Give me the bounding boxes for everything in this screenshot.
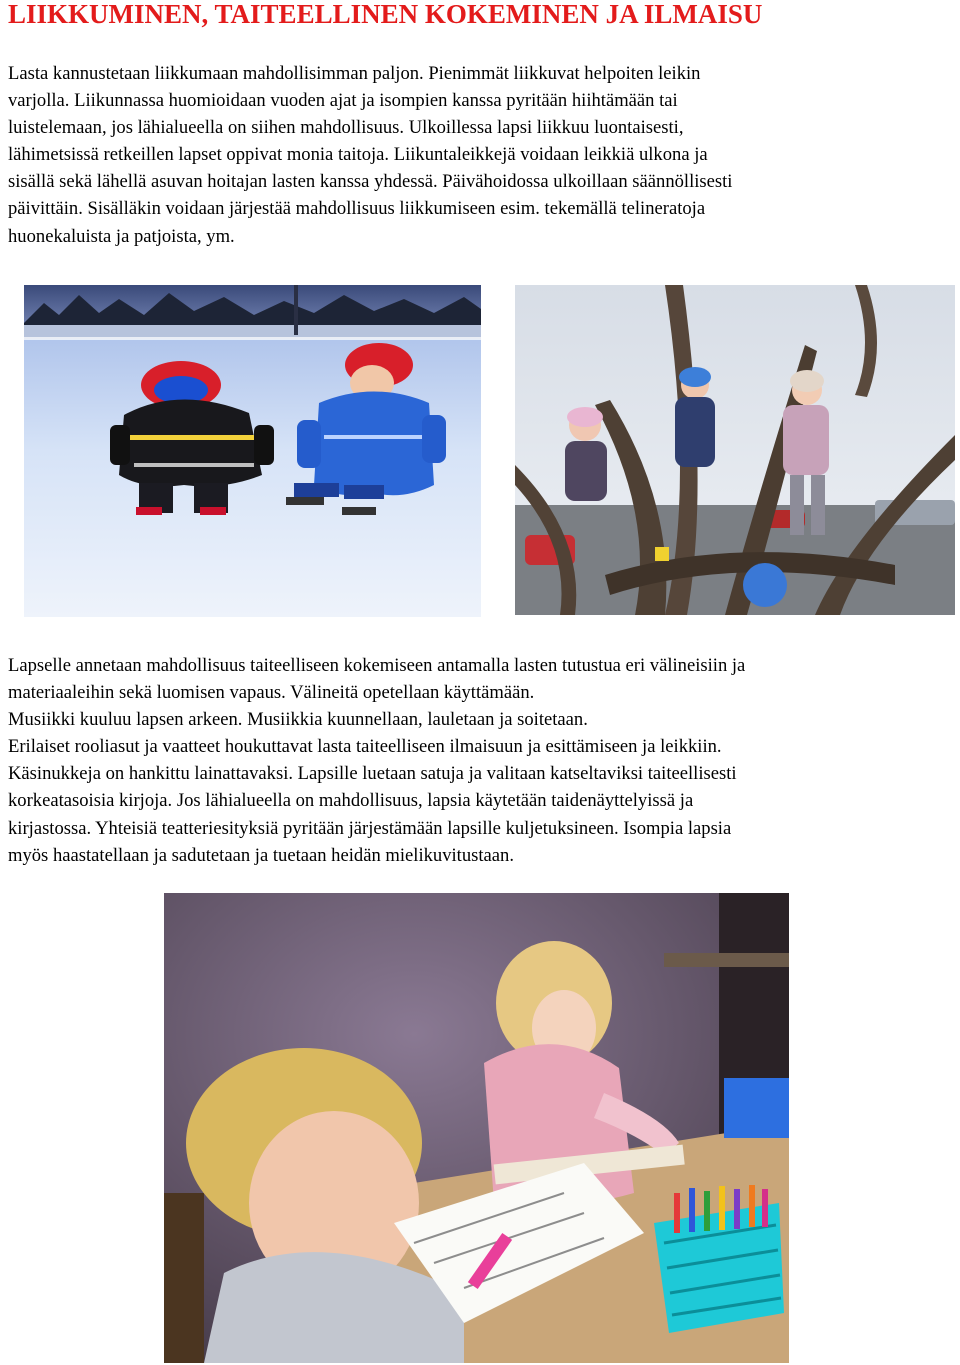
text-line: myös haastatellaan ja sadutetaan ja tuetaan heidän mielikuvitustaan. <box>8 844 514 866</box>
text-line: korkeatasoisia kirjoja. Jos lähialueella on mahdollisuus, lapsia käytetään taidenäyttelyissä ja <box>8 790 694 812</box>
text-line: luistelemaan, jos lähialueella on siihen mahdollisuus. Ulkoillessa lapsi liikkuu luontaisesti, <box>8 117 684 139</box>
text-line: kirjastossa. Yhteisiä teatteriesityksiä pyritään järjestämään lapsille kuljetuksineen. Isompia lapsia <box>8 817 732 839</box>
photo-children-skating <box>24 285 481 617</box>
text-line: Musiikki kuuluu lapsen arkeen. Musiikkia kuunnellaan, lauletaan ja soitetaan. <box>8 709 588 731</box>
text-line: Käsinukkeja on hankittu lainattavaksi. Lapsille luetaan satuja ja valitaan katseltaviksi taiteellisesti <box>8 763 737 785</box>
page-title: LIIKKUMINEN, TAITEELLINEN KOKEMINEN JA ILMAISU <box>8 0 763 29</box>
text-line: Erilaiset rooliasut ja vaatteet houkuttavat lasta taiteelliseen ilmaisuun ja esittämiseen ja leikkiin. <box>8 736 722 758</box>
text-line: Lasta kannustetaan liikkumaan mahdollisimman paljon. Pienimmät liikkuvat helpoiten leikin <box>8 63 701 84</box>
text-line: lähimetsissä retkeillen lapset oppivat monia taitoja. Liikuntaleikkejä voidaan leikkiä ulkona ja <box>8 144 708 166</box>
text-line: päivittäin. Sisälläkin voidaan järjestää mahdollisuus liikkumiseen esim. tekemällä telineratoja <box>8 198 706 220</box>
text-line: Lapselle annetaan mahdollisuus taiteelliseen kokemiseen antamalla lasten tutustua eri välineisiin ja <box>8 655 746 676</box>
paragraph-art <box>8 652 953 869</box>
photo-children-drawing <box>164 893 789 1363</box>
text-line: materiaaleihin sekä luomisen vapaus. Välineitä opetellaan käyttämään. <box>8 682 535 704</box>
photo-children-climbing-tree <box>515 285 955 615</box>
paragraph-movement <box>8 60 953 250</box>
text-line: sisällä sekä lähellä asuvan hoitajan lasten kanssa yhdessä. Päivähoidossa ulkoillaan säännöllisesti <box>8 171 733 193</box>
text-line: varjolla. Liikunnassa huomioidaan vuoden ajat ja isompien kanssa pyritään hiihtämään tai <box>8 90 678 112</box>
text-line: huonekaluista ja patjoista, ym. <box>8 225 235 247</box>
